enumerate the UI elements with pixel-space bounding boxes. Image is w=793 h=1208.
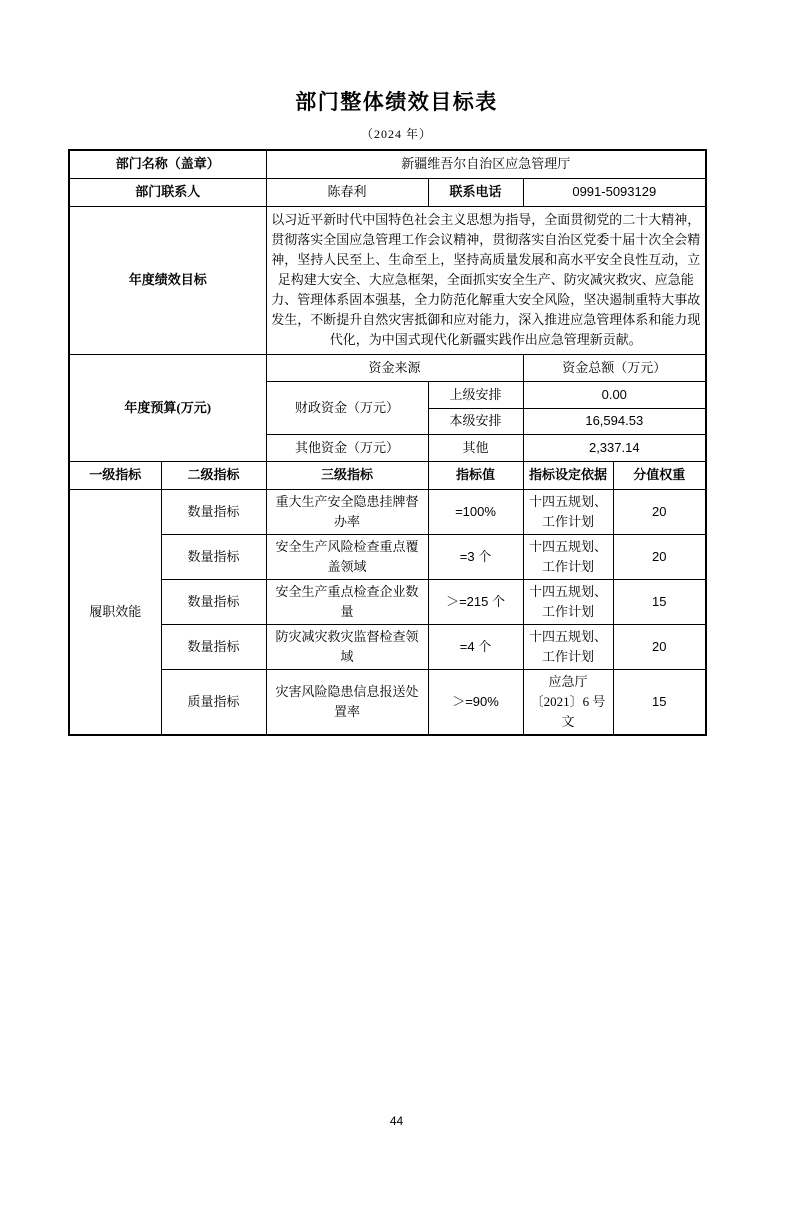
page-number: 44 [389, 1114, 404, 1128]
budget-other-sub-label: 其他 [428, 434, 523, 461]
phone-label: 联系电话 [428, 178, 523, 206]
budget-own-label: 本级安排 [428, 408, 523, 434]
table-row [69, 178, 706, 206]
indicator-value: =100% [428, 489, 523, 534]
dept-name-label: 部门名称（盖章） [69, 150, 266, 178]
indicator-weight: 20 [613, 624, 706, 669]
budget-other-value: 2,337.14 [523, 434, 706, 461]
performance-target-table [68, 149, 707, 736]
budget-own-value: 16,594.53 [523, 408, 706, 434]
indicator-header-row [69, 461, 706, 489]
indicator-row [69, 579, 706, 624]
page-subtitle: （2024 年） [360, 127, 432, 141]
indicator-basis: 十四五规划、工作计划 [523, 534, 613, 579]
header-level3: 三级指标 [266, 461, 428, 489]
table-row [69, 206, 706, 354]
indicator-level3: 防灾减灾救灾监督检查领域 [266, 624, 428, 669]
indicator-basis: 十四五规划、工作计划 [523, 624, 613, 669]
header-weight: 分值权重 [613, 461, 706, 489]
contact-value: 陈春利 [266, 178, 428, 206]
indicator-level3: 重大生产安全隐患挂牌督办率 [266, 489, 428, 534]
indicator-level2: 数量指标 [161, 534, 266, 579]
budget-other-label: 其他资金（万元） [266, 434, 428, 461]
indicator-level2: 数量指标 [161, 624, 266, 669]
indicator-row [69, 534, 706, 579]
indicator-value: =4 个 [428, 624, 523, 669]
indicator-level2: 数量指标 [161, 579, 266, 624]
budget-upper-value: 0.00 [523, 381, 706, 408]
annual-goal-text: 以习近平新时代中国特色社会主义思想为指导，全面贯彻党的二十大精神，贯彻落实全国应急管理工作会议精神，贯彻落实自治区党委十届十次全会精神，坚持人民至上、生命至上，坚持高质量发展和高水平安全良性互动，立足构建大安全、大应急框架，全面抓实安全生产、防灾减灾救灾、应急能力、管理体系固本强基，全力防范化解重大安全风险，坚决遏制重特大事故发生，不断提升自然灾害抵御和应对能力，深入推进应急管理体系和能力现代化，为中国式现代化新疆实践作出应急管理新贡献。 [266, 206, 706, 354]
indicator-weight: 15 [613, 579, 706, 624]
indicator-level2: 数量指标 [161, 489, 266, 534]
indicator-basis: 十四五规划、工作计划 [523, 579, 613, 624]
dept-name-value: 新疆维吾尔自治区应急管理厅 [266, 150, 706, 178]
indicator-level3: 安全生产重点检查企业数量 [266, 579, 428, 624]
budget-fiscal-label: 财政资金（万元） [266, 381, 428, 434]
indicator-level1: 履职效能 [69, 489, 161, 735]
indicator-row [69, 669, 706, 735]
budget-upper-label: 上级安排 [428, 381, 523, 408]
budget-label: 年度预算(万元) [69, 354, 266, 461]
budget-total-header: 资金总额（万元） [523, 354, 706, 381]
indicator-weight: 20 [613, 489, 706, 534]
indicator-basis: 应急厅〔2021〕6 号文 [523, 669, 613, 735]
header-basis: 指标设定依据 [523, 461, 613, 489]
indicator-weight: 20 [613, 534, 706, 579]
annual-goal-label: 年度绩效目标 [69, 206, 266, 354]
indicator-weight: 15 [613, 669, 706, 735]
header-level1: 一级指标 [69, 461, 161, 489]
indicator-basis: 十四五规划、工作计划 [523, 489, 613, 534]
header-value: 指标值 [428, 461, 523, 489]
indicator-value: =3 个 [428, 534, 523, 579]
budget-source-header: 资金来源 [266, 354, 523, 381]
indicator-value: ＞=90% [428, 669, 523, 735]
phone-value: 0991-5093129 [523, 178, 706, 206]
indicator-level3: 安全生产风险检查重点覆盖领域 [266, 534, 428, 579]
indicator-row [69, 489, 706, 534]
contact-label: 部门联系人 [69, 178, 266, 206]
indicator-row [69, 624, 706, 669]
page-title: 部门整体绩效目标表 [295, 90, 498, 114]
table-row [69, 354, 706, 381]
header-level2: 二级指标 [161, 461, 266, 489]
indicator-level2: 质量指标 [161, 669, 266, 735]
table-row [69, 150, 706, 178]
indicator-value: ＞=215 个 [428, 579, 523, 624]
indicator-level3: 灾害风险隐患信息报送处置率 [266, 669, 428, 735]
